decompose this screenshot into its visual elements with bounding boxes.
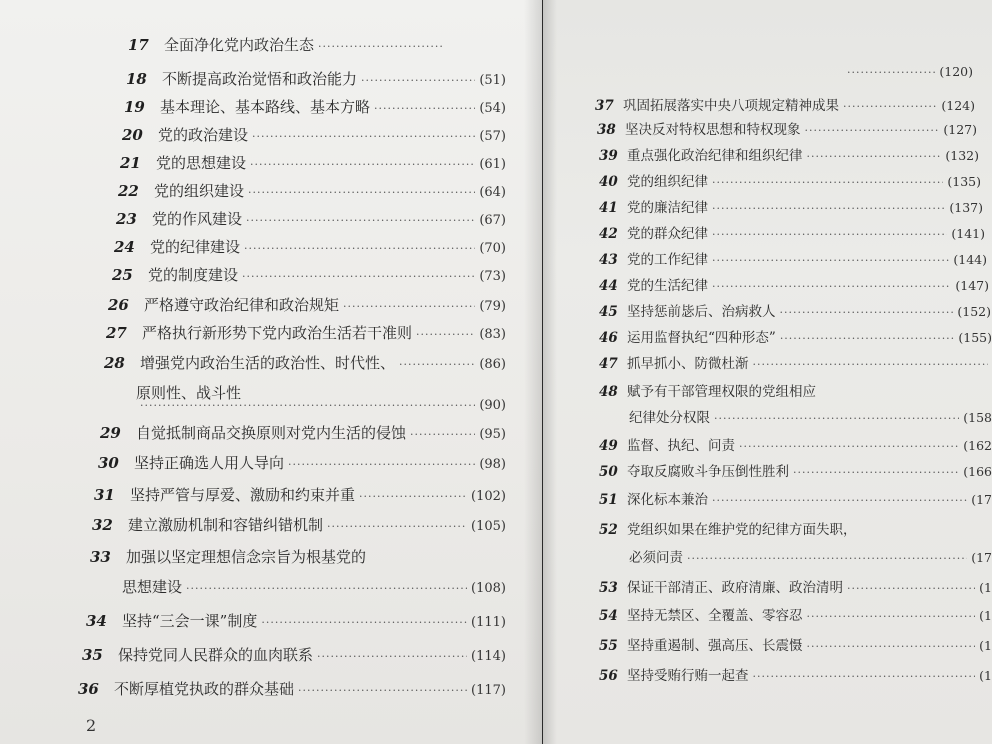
entry-page: (79) — [479, 299, 506, 314]
entry-page: (147) — [955, 278, 989, 293]
entry-number: 39 — [599, 148, 618, 164]
entry-number: 35 — [82, 646, 103, 664]
toc-entry — [82, 644, 506, 666]
entry-page: (86) — [479, 357, 506, 372]
entry-page: (108) — [471, 581, 506, 596]
entry-title: 赋予有干部管理权限的党组相应 — [627, 384, 816, 400]
entry-page: (1 — [979, 608, 992, 623]
entry-title: 建立激励机制和容错纠错机制 — [128, 516, 324, 534]
toc-entry — [599, 664, 992, 686]
entry-title: 必须问责 — [629, 550, 683, 566]
toc-entry — [599, 634, 992, 656]
leader-dots — [317, 650, 467, 663]
leader-dots — [712, 202, 945, 215]
toc-entry — [136, 398, 506, 420]
entry-number: 45 — [599, 304, 618, 320]
entry-title: 全面净化党内政治生态 — [164, 36, 315, 54]
entry-title: 党的思想建设 — [156, 154, 247, 172]
leader-dots — [288, 458, 475, 471]
entry-number: 25 — [112, 266, 133, 284]
leader-dots — [416, 328, 475, 341]
leader-dots — [248, 186, 475, 199]
entry-title: 党的组织纪律 — [627, 174, 708, 190]
leader-dots — [361, 74, 475, 87]
toc-entry — [86, 610, 506, 632]
entry-number: 38 — [597, 122, 616, 138]
entry-title: 党的廉洁纪律 — [627, 200, 708, 216]
toc-entry — [599, 352, 992, 374]
toc-entry — [126, 68, 506, 90]
leader-dots — [807, 640, 976, 653]
entry-title: 抓早抓小、防微杜渐 — [627, 356, 749, 372]
entry-number: 42 — [599, 226, 618, 242]
leader-dots — [246, 214, 475, 227]
entry-number: 54 — [599, 608, 618, 624]
entry-number: 28 — [104, 354, 125, 372]
entry-number: 51 — [599, 492, 618, 508]
entry-title: 巩固拓展落实中央八项规定精神成果 — [623, 98, 839, 114]
entry-page: (162 — [963, 438, 992, 453]
toc-entry — [599, 604, 992, 626]
toc-entry — [100, 422, 506, 444]
entry-page: (132) — [945, 148, 979, 163]
entry-number: 56 — [599, 668, 618, 684]
entry-number: 31 — [94, 486, 115, 504]
entry-title: 坚持严管与厚爱、激励和约束并重 — [130, 486, 356, 504]
entry-title: 坚持重遏制、强高压、长震慑 — [627, 638, 803, 654]
leader-dots — [687, 552, 967, 565]
toc-entry — [92, 514, 506, 536]
leader-dots — [250, 158, 475, 171]
toc-entry — [599, 274, 989, 296]
toc-entry — [90, 546, 506, 568]
entry-page: (102) — [471, 489, 506, 504]
entry-page: (64) — [479, 185, 506, 200]
entry-title: 深化标本兼治 — [627, 492, 708, 508]
toc-entry — [599, 144, 979, 166]
entry-page: (135) — [947, 174, 981, 189]
entry-number: 33 — [90, 548, 111, 566]
leader-dots — [298, 684, 467, 697]
entry-page: (152) — [957, 304, 991, 319]
entry-title: 坚决反对特权思想和特权现象 — [625, 122, 801, 138]
toc-entry — [108, 294, 506, 316]
entry-page: (1 — [979, 580, 992, 595]
entry-page: (144) — [953, 252, 987, 267]
leader-dots — [343, 300, 475, 313]
toc-entry — [599, 488, 992, 510]
entry-number: 29 — [100, 424, 121, 442]
entry-title: 严格执行新形势下党内政治生活若干准则 — [142, 324, 413, 342]
entry-title: 坚持“三会一课”制度 — [122, 612, 258, 630]
entry-number: 26 — [108, 296, 129, 314]
page-fold-shadow — [524, 0, 542, 744]
entry-title: 党的政治建设 — [158, 126, 249, 144]
entry-title: 监督、执纪、问责 — [627, 438, 735, 454]
toc-entry — [599, 300, 991, 322]
toc-entry — [78, 678, 506, 700]
entry-page: (166 — [963, 464, 992, 479]
leader-dots — [712, 254, 949, 267]
entry-number: 22 — [118, 182, 139, 200]
toc-entry — [128, 34, 448, 56]
leader-dots — [847, 66, 935, 79]
toc-entry — [599, 434, 992, 456]
leader-dots — [712, 228, 947, 241]
entry-number: 32 — [92, 516, 113, 534]
toc-entry — [118, 180, 506, 202]
entry-number: 48 — [599, 384, 618, 400]
entry-page: (158 — [963, 410, 992, 425]
entry-number: 49 — [599, 438, 618, 454]
entry-title: 坚持受贿行贿一起查 — [627, 668, 749, 684]
entry-title: 保证干部清正、政府清廉、政治清明 — [627, 580, 843, 596]
leader-dots — [140, 399, 475, 412]
entry-page: (117) — [471, 683, 506, 698]
entry-number: 47 — [599, 356, 618, 372]
entry-title: 不断厚植党执政的群众基础 — [114, 680, 295, 698]
toc-entry — [112, 264, 506, 286]
entry-page: (137) — [949, 200, 983, 215]
entry-number: 55 — [599, 638, 618, 654]
toc-entry — [595, 94, 975, 116]
entry-title: 自觉抵制商品交换原则对党内生活的侵蚀 — [136, 424, 407, 442]
entry-page: (111) — [471, 615, 506, 630]
toc-entry — [599, 196, 983, 218]
entry-page: (57) — [479, 129, 506, 144]
entry-page: (70) — [479, 241, 506, 256]
entry-page: (105) — [471, 519, 506, 534]
toc-entry — [114, 236, 506, 258]
entry-number: 41 — [599, 200, 618, 216]
entry-page: (17 — [971, 550, 992, 565]
toc-entry — [124, 96, 506, 118]
entry-page: (54) — [479, 101, 506, 116]
entry-page: (51) — [479, 73, 506, 88]
leader-dots — [780, 306, 954, 319]
entry-title: 党的作风建设 — [152, 210, 243, 228]
toc-entry — [629, 546, 992, 568]
leader-dots — [805, 124, 940, 137]
entry-page: (1 — [979, 668, 992, 683]
leader-dots — [847, 582, 975, 595]
entry-number: 53 — [599, 580, 618, 596]
toc-entry — [629, 406, 992, 428]
toc-entry — [104, 352, 506, 374]
leader-dots — [399, 358, 475, 371]
entry-page: (98) — [479, 457, 506, 472]
entry-number: 37 — [595, 98, 614, 114]
toc-entry — [120, 152, 506, 174]
entry-number: 44 — [599, 278, 618, 294]
toc-entry — [599, 460, 992, 482]
entry-title: 党的制度建设 — [148, 266, 239, 284]
toc-entry — [122, 124, 506, 146]
leader-dots — [712, 280, 951, 293]
leader-dots — [410, 428, 475, 441]
entry-page: (83) — [479, 327, 506, 342]
entry-page: (90) — [479, 398, 506, 413]
entry-number: 21 — [120, 154, 141, 172]
entry-page: (61) — [479, 157, 506, 172]
entry-number: 46 — [599, 330, 618, 346]
entry-title: 原则性、战斗性 — [136, 384, 242, 402]
entry-title: 党组织如果在维护党的纪律方面失职， — [627, 522, 857, 538]
entry-page: (124) — [941, 98, 975, 113]
entry-number: 17 — [128, 36, 149, 54]
toc-entry — [599, 170, 981, 192]
entry-page: (114) — [471, 649, 506, 664]
leader-dots — [793, 466, 959, 479]
entry-title: 党的组织建设 — [154, 182, 245, 200]
toc-entry — [599, 576, 992, 598]
page-fold-shadow — [543, 0, 557, 744]
leader-dots — [374, 102, 475, 115]
entry-title: 坚持正确选人用人导向 — [134, 454, 285, 472]
entry-number: 50 — [599, 464, 618, 480]
entry-title: 党的生活纪律 — [627, 278, 708, 294]
entry-number: 40 — [599, 174, 618, 190]
entry-number: 23 — [116, 210, 137, 228]
entry-number: 52 — [599, 522, 618, 538]
leader-dots — [186, 582, 467, 595]
entry-page: (120) — [939, 64, 973, 79]
toc-entry — [843, 64, 973, 86]
toc-entry — [599, 380, 992, 402]
toc-entry — [116, 208, 506, 230]
entry-title: 坚持无禁区、全覆盖、零容忍 — [627, 608, 803, 624]
entry-title: 重点强化政治纪律和组织纪律 — [627, 148, 803, 164]
entry-page: (73) — [479, 269, 506, 284]
entry-number: 24 — [114, 238, 135, 256]
leader-dots — [807, 610, 976, 623]
entry-title: 思想建设 — [122, 578, 183, 596]
entry-page: (155) — [958, 330, 992, 345]
leader-dots — [261, 616, 467, 629]
entry-title: 坚持惩前毖后、治病救人 — [627, 304, 776, 320]
leader-dots — [843, 100, 937, 113]
entry-title: 不断提高政治觉悟和政治能力 — [162, 70, 358, 88]
entry-title: 运用监督执纪“四种形态” — [627, 330, 776, 346]
entry-title: 夺取反腐败斗争压倒性胜利 — [627, 464, 789, 480]
entry-page: (67) — [479, 213, 506, 228]
entry-number: 20 — [122, 126, 143, 144]
entry-title: 纪律处分权限 — [629, 410, 710, 426]
leader-dots — [807, 150, 942, 163]
entry-page: (127) — [943, 122, 977, 137]
entry-page: (95) — [479, 427, 506, 442]
entry-number: 43 — [599, 252, 618, 268]
entry-number: 19 — [124, 98, 145, 116]
entry-title: 保持党同人民群众的血肉联系 — [118, 646, 314, 664]
toc-entry — [98, 452, 506, 474]
entry-number: 36 — [78, 680, 99, 698]
leader-dots — [739, 440, 959, 453]
toc-entry — [597, 118, 977, 140]
leader-dots — [318, 40, 444, 53]
entry-page: (17 — [971, 492, 992, 507]
entry-title: 党的工作纪律 — [627, 252, 708, 268]
toc-entry — [599, 518, 992, 540]
entry-title: 增强党内政治生活的政治性、时代性、 — [140, 354, 396, 372]
toc-entry — [599, 326, 992, 348]
entry-title: 党的群众纪律 — [627, 226, 708, 242]
entry-number: 27 — [106, 324, 127, 342]
right-page — [543, 0, 992, 744]
toc-entry — [94, 484, 506, 506]
leader-dots — [359, 490, 467, 503]
entry-title: 基本理论、基本路线、基本方略 — [160, 98, 371, 116]
leader-dots — [753, 358, 989, 371]
entry-number: 34 — [86, 612, 107, 630]
leader-dots — [327, 520, 467, 533]
entry-number: 18 — [126, 70, 147, 88]
entry-number: 30 — [98, 454, 119, 472]
leader-dots — [712, 494, 967, 507]
leader-dots — [712, 176, 943, 189]
leader-dots — [252, 130, 475, 143]
entry-title: 加强以坚定理想信念宗旨为根基党的 — [126, 548, 367, 566]
leader-dots — [242, 270, 475, 283]
toc-entry — [122, 576, 506, 598]
toc-entry — [599, 222, 985, 244]
leader-dots — [714, 412, 959, 425]
entry-title: 严格遵守政治纪律和政治规矩 — [144, 296, 340, 314]
toc-entry — [599, 248, 987, 270]
entry-page: (141) — [951, 226, 985, 241]
leader-dots — [244, 242, 475, 255]
leader-dots — [780, 332, 955, 345]
entry-page: (1 — [979, 638, 992, 653]
leader-dots — [753, 670, 976, 683]
page-number: 2 — [86, 716, 97, 735]
entry-title: 党的纪律建设 — [150, 238, 241, 256]
toc-entry — [106, 322, 506, 344]
